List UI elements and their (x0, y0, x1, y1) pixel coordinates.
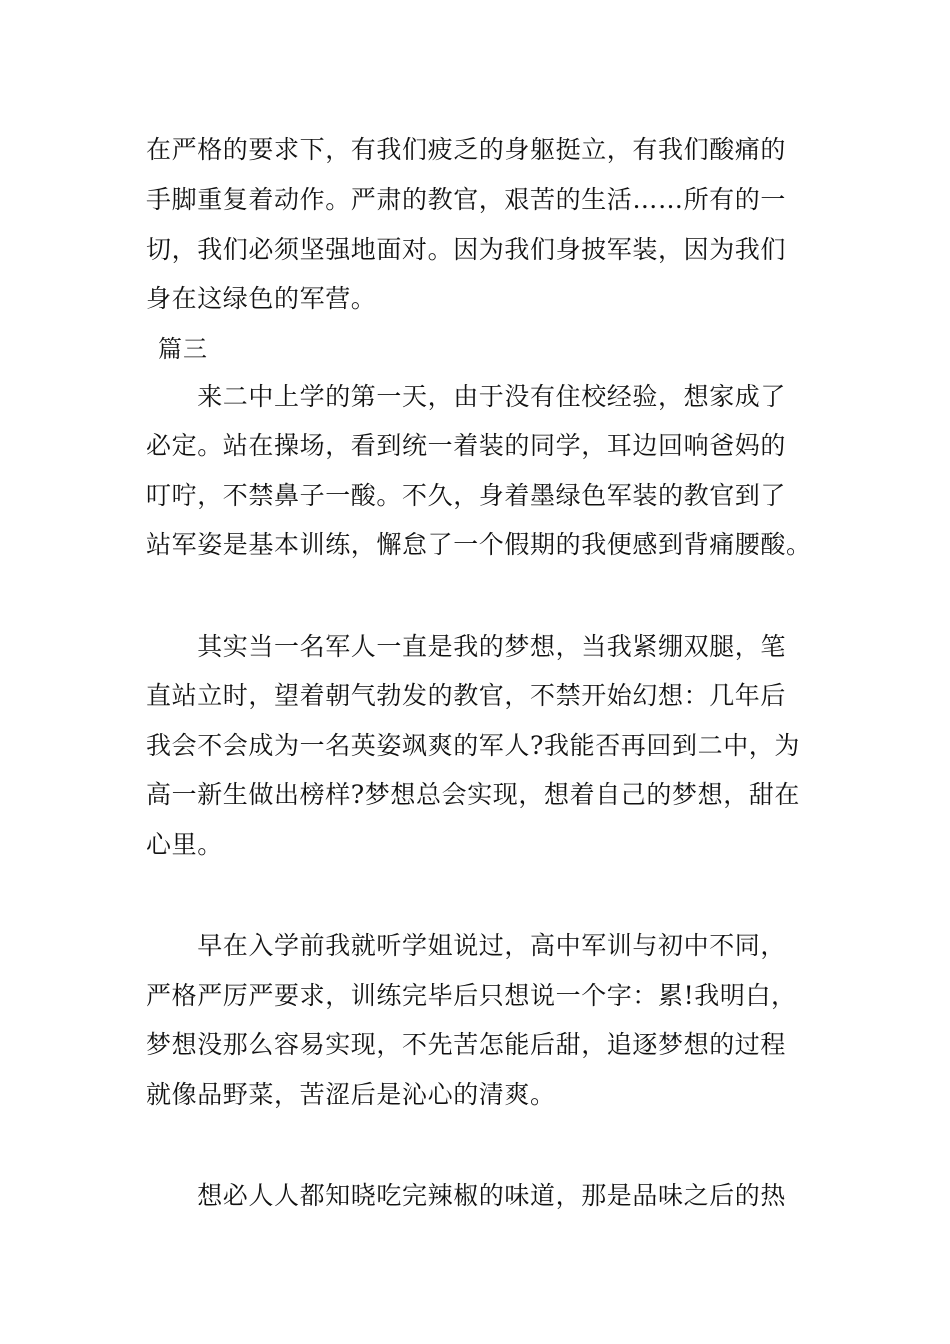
para1-line3: 切，我们必须坚强地面对。因为我们身披军装，因为我们 (146, 235, 787, 264)
para3-line2: 直站立时，望着朝气勃发的教官，不禁开始幻想：几年后 (146, 681, 787, 710)
para4-line3: 梦想没那么容易实现，不先苦怎能后甜，追逐梦想的过程 (146, 1030, 787, 1059)
para3-line3: 我会不会成为一名英姿飒爽的军人?我能否再回到二中，为 (146, 731, 801, 760)
section-heading: 篇三 (158, 335, 208, 363)
para5-line1: 想必人人都知晓吃完辣椒的味道，那是品味之后的热 (146, 1181, 787, 1210)
para3-line1: 其实当一名军人一直是我的梦想，当我紧绷双腿，笔 (146, 632, 787, 661)
para3-line5: 心里。 (146, 830, 223, 859)
para4-line2: 严格严厉严要求，训练完毕后只想说一个字：累!我明白， (146, 981, 797, 1010)
para2-line2: 必定。站在操场，看到统一着装的同学，耳边回响爸妈的 (146, 431, 787, 460)
para4-line4: 就像品野菜，苦涩后是沁心的清爽。 (146, 1080, 556, 1109)
para3-line4: 高一新生做出榜样?梦想总会实现，想着自己的梦想，甜在 (146, 780, 801, 809)
para1-line1: 在严格的要求下，有我们疲乏的身躯挺立，有我们酸痛的 (146, 135, 787, 164)
para1-line4: 身在这绿色的军营。 (146, 284, 377, 313)
para2-line4: 站军姿是基本训练，懈怠了一个假期的我便感到背痛腰酸。 (146, 530, 812, 559)
para2-line1: 来二中上学的第一天，由于没有住校经验，想家成了 (146, 382, 787, 411)
para2-line3: 叮咛，不禁鼻子一酸。不久，身着墨绿色军装的教官到了 (146, 481, 787, 510)
para4-line1: 早在入学前我就听学姐说过，高中军训与初中不同， (146, 931, 787, 960)
para1-line2: 手脚重复着动作。严肃的教官，艰苦的生活……所有的一 (146, 185, 787, 214)
